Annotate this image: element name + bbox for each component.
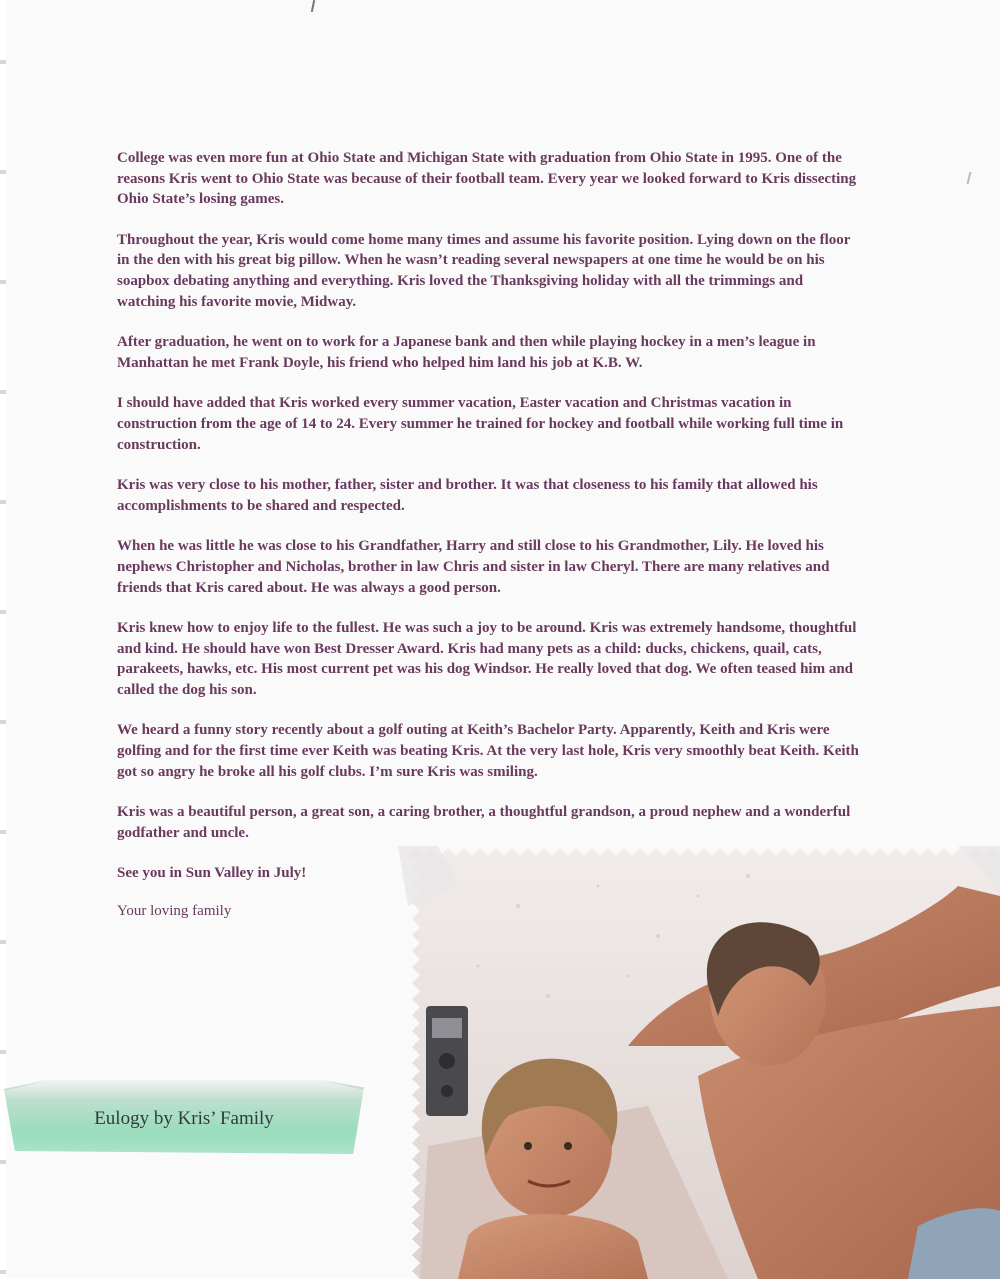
paragraph: I should have added that Kris worked every summer vacation, Easter vacation and Christmas vacation in construction from the age of 14 to 24. Every summer he trained for hockey and football while working full time in construction. [117, 395, 844, 453]
closing-line: See you in Sun Valley in July! [117, 865, 307, 882]
paragraph: Kris was a beautiful person, a great son, a caring brother, a thoughtful grandson, a proud nephew and a wonderful godfather and uncle. [117, 804, 851, 841]
paragraph: After graduation, he went on to work for a Japanese bank and then while playing hockey in a men’s league in Manhattan he met Frank Doyle, his friend who helped him land his job at K.B. W. [117, 334, 816, 371]
paragraph: Throughout the year, Kris would come home many times and assume his favorite position. Lying down on the floor in the den with his great big pillow. When he wasn’t reading several newspapers at one time he would be on his soapbox debating anything and everything. Kris loved the Thanksgiving holiday with all the trimmings and watching his favorite movie, Midway. [117, 231, 851, 310]
caption-text: Eulogy by Kris’ Family [94, 1108, 274, 1129]
paragraph: When he was little he was close to his Grandfather, Harry and still close to his Grandmother, Lily. He loved his nephews Christopher and Nicholas, brother in law Chris and sister in law Cheryl. There are many relatives and friends that Kris cared about. He was always a good person. [117, 538, 830, 596]
eulogy-letter [117, 148, 865, 942]
paragraph: Kris was very close to his mother, father, sister and brother. It was that closeness to his family that allowed his accomplishments to be shared and respected. [117, 477, 818, 514]
scan-mark [967, 172, 972, 184]
label-tape [4, 1080, 364, 1100]
paragraph: We heard a funny story recently about a golf outing at Keith’s Bachelor Party. Apparently, Keith and Kris were golfing and for the first time ever Keith was beating Kris. At the very last hole, Kris very smoothly beat Keith. Keith got so angry he broke all his golf clubs. I’m sure Kris was smiling. [117, 722, 859, 780]
paragraph: College was even more fun at Ohio State and Michigan State with graduation from Ohio State in 1995. One of the reasons Kris went to Ohio State was because of their football team. Every year we looked forward to Kris dissecting Ohio State’s losing games. [117, 150, 857, 208]
paragraph: Kris knew how to enjoy life to the fullest. He was such a joy to be around. Kris was extremely handsome, thoughtful and kind. He should have won Best Dresser Award. Kris had many pets as a child: ducks, chickens, quail, cats, parakeets, hawks, etc. His most current pet was his dog Windsor. He really loved that dog. We often teased him and called the dog his son. [117, 620, 857, 698]
signature: Your loving family [117, 903, 232, 920]
photo-beach-man-and-boy [398, 846, 1000, 1279]
scan-mark [311, 0, 315, 12]
caption-label [4, 1080, 364, 1154]
